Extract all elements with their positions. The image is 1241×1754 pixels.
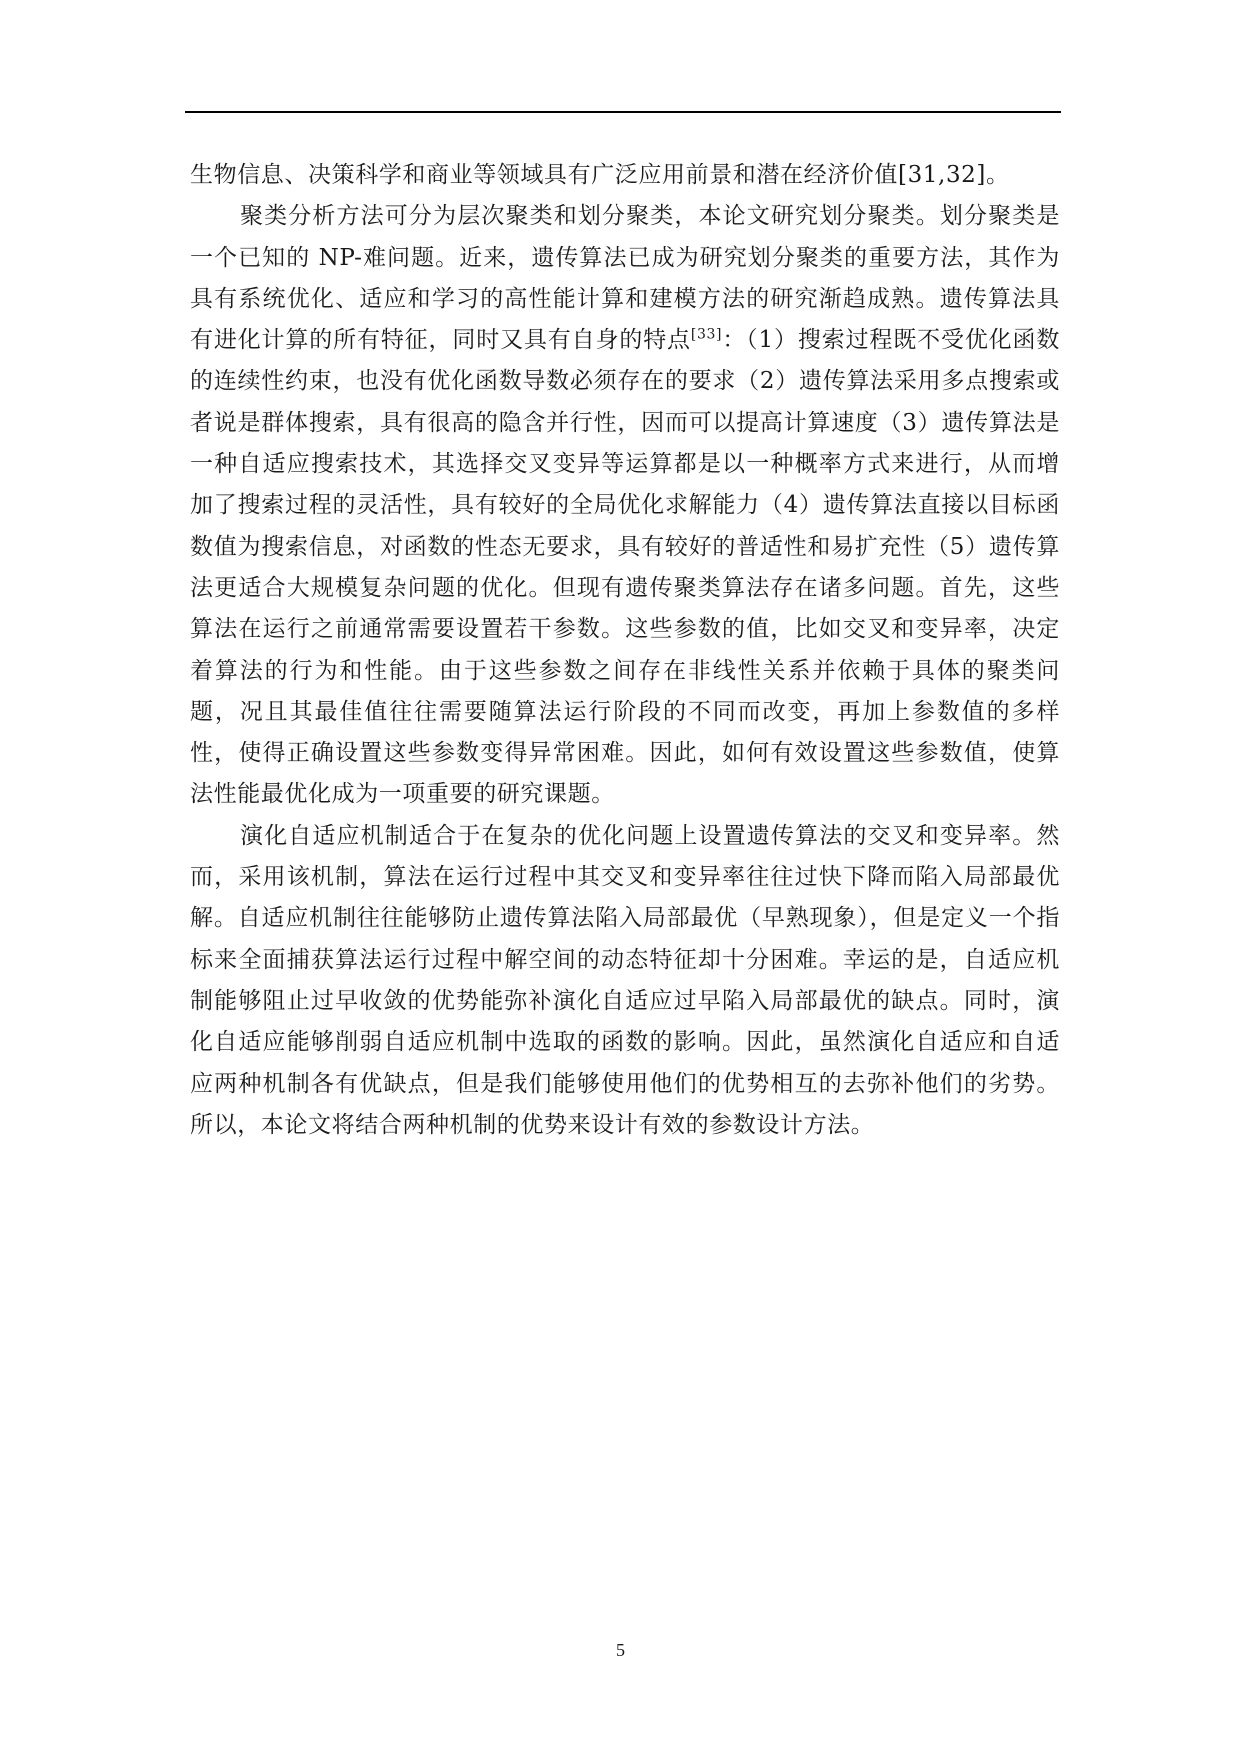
header-rule: [185, 111, 1061, 113]
paragraph-2-text-b: ：（1）搜索过程既不受优化函数的连续性约束，也没有优化函数导数必须存在的要求（2）遗传算法采用多点搜索或者说是群体搜索，具有很高的隐含并行性，因而可以提高计算速度（3）遗传算法是一种自适应搜索技术，其选择交叉变异等运算都是以一种概率方式来进行，从而增加了搜索过程的灵活性，具有较好的全局优化求解能力（4）遗传算法直接以目标函数值为搜索信息，对函数的性态无要求，具有较好的普适性和易扩充性（5）遗传算法更适合大规模复杂问题的优化。但现有遗传聚类算法存在诸多问题。首先，这些算法在运行之前通常需要设置若干参数。这些参数的值，比如交叉和变异率，决定着算法的行为和性能。由于这些参数之间存在非线性关系并依赖于具体的聚类问题，况且其最佳值往往需要随算法运行阶段的不同而改变，再加上参数值的多样性，使得正确设置这些参数变得异常困难。因此，如何有效设置这些参数值，使算法性能最优化成为一项重要的研究课题。: [190, 327, 1060, 808]
paragraph-1: 生物信息、决策科学和商业等领域具有广泛应用前景和潜在经济价值[31,32]。: [190, 162, 1010, 188]
paragraph-2: [190, 196, 1060, 815]
paragraph-2-text-a: 聚类分析方法可分为层次聚类和划分聚类，本论文研究划分聚类。划分聚类是一个已知的 NP-难问题。近来，遗传算法已成为研究划分聚类的重要方法，其作为具有系统优化、适应和学习的高性能计算和建模方法的研究渐趋成熟。遗传算法具有进化计算的所有特征，同时又具有自身的特点: [190, 203, 1060, 354]
body-text: [190, 155, 1060, 1146]
page-number: 5: [616, 1640, 625, 1660]
citation-33: [33]: [690, 326, 723, 343]
paragraph-3: 演化自适应机制适合于在复杂的优化问题上设置遗传算法的交叉和变异率。然而，采用该机制，算法在运行过程中其交叉和变异率往往过快下降而陷入局部最优解。自适应机制往往能够防止遗传算法陷入局部最优（早熟现象），但是定义一个指标来全面捕获算法运行过程中解空间的动态特征却十分困难。幸运的是，自适应机制能够阻止过早收敛的优势能弥补演化自适应过早陷入局部最优的缺点。同时，演化自适应能够削弱自适应机制中选取的函数的影响。因此，虽然演化自适应和自适应两种机制各有优缺点，但是我们能够使用他们的优势相互的去弥补他们的劣势。所以，本论文将结合两种机制的优势来设计有效的参数设计方法。: [190, 822, 1060, 1138]
